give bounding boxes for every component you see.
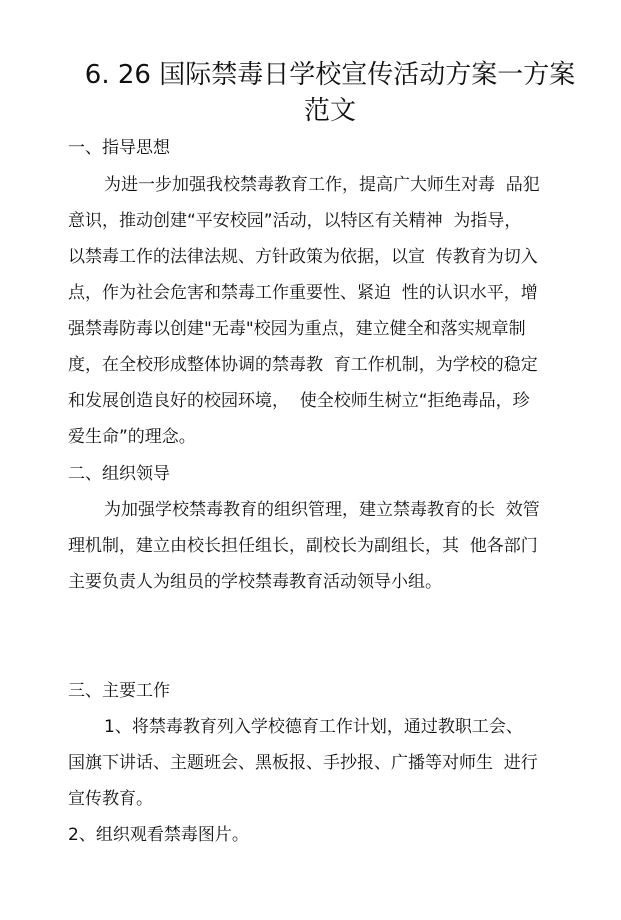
paragraph-line: 2、组织观看禁毒图片。 — [68, 825, 249, 845]
paragraph-line: 意识，推动创建“平安校园”活动，以特区有关精神 为指导， — [68, 211, 522, 231]
paragraph-line: 为加强学校禁毒教育的组织管理，建立禁毒教育的长 效管 — [104, 500, 540, 520]
paragraph-line: 爱生命”的理念。 — [68, 427, 196, 447]
paragraph-line: 和发展创造良好的校园环境， 使全校师生树立“拒绝毒品，珍 — [68, 391, 530, 411]
paragraph-line: 1、将禁毒教育列入学校德育工作计划，通过教职工会、 — [104, 717, 523, 737]
paragraph-line: 点，作为社会危害和禁毒工作重要性、紧迫 性的认识水平，增 — [68, 283, 538, 303]
section-heading-organization: 二、组织领导 — [68, 464, 170, 484]
section-heading-guiding-ideology: 一、指导思想 — [68, 138, 170, 158]
paragraph-line: 为进一步加强我校禁毒教育工作，提高广大师生对毒 品犯 — [104, 175, 540, 195]
paragraph-line: 国旗下讲话、主题班会、黑板报、手抄报、广播等对师生 进行 — [68, 753, 538, 773]
paragraph-line: 以禁毒工作的法律法规、方针政策为依据，以宣 传教育为切入 — [68, 247, 538, 267]
paragraph-line: 理机制，建立由校长担任组长，副校长为副组长，其 他各部门 — [68, 536, 538, 556]
paragraph-line: 主要负责人为组员的学校禁毒教育活动领导小组。 — [68, 572, 442, 592]
paragraph-line: 度，在全校形成整体协调的禁毒教 育工作机制，为学校的稳定 — [68, 355, 538, 375]
document-title-line-2: 范文 — [303, 96, 356, 126]
paragraph-line: 宣传教育。 — [68, 789, 153, 809]
section-heading-main-work: 三、主要工作 — [68, 681, 170, 701]
paragraph-line: 强禁毒防毒以创建"无毒"校园为重点，建立健全和落实规章制 — [68, 319, 526, 339]
document-title-line-1: 6. 26 国际禁毒日学校宣传活动方案一方案 — [84, 60, 576, 90]
